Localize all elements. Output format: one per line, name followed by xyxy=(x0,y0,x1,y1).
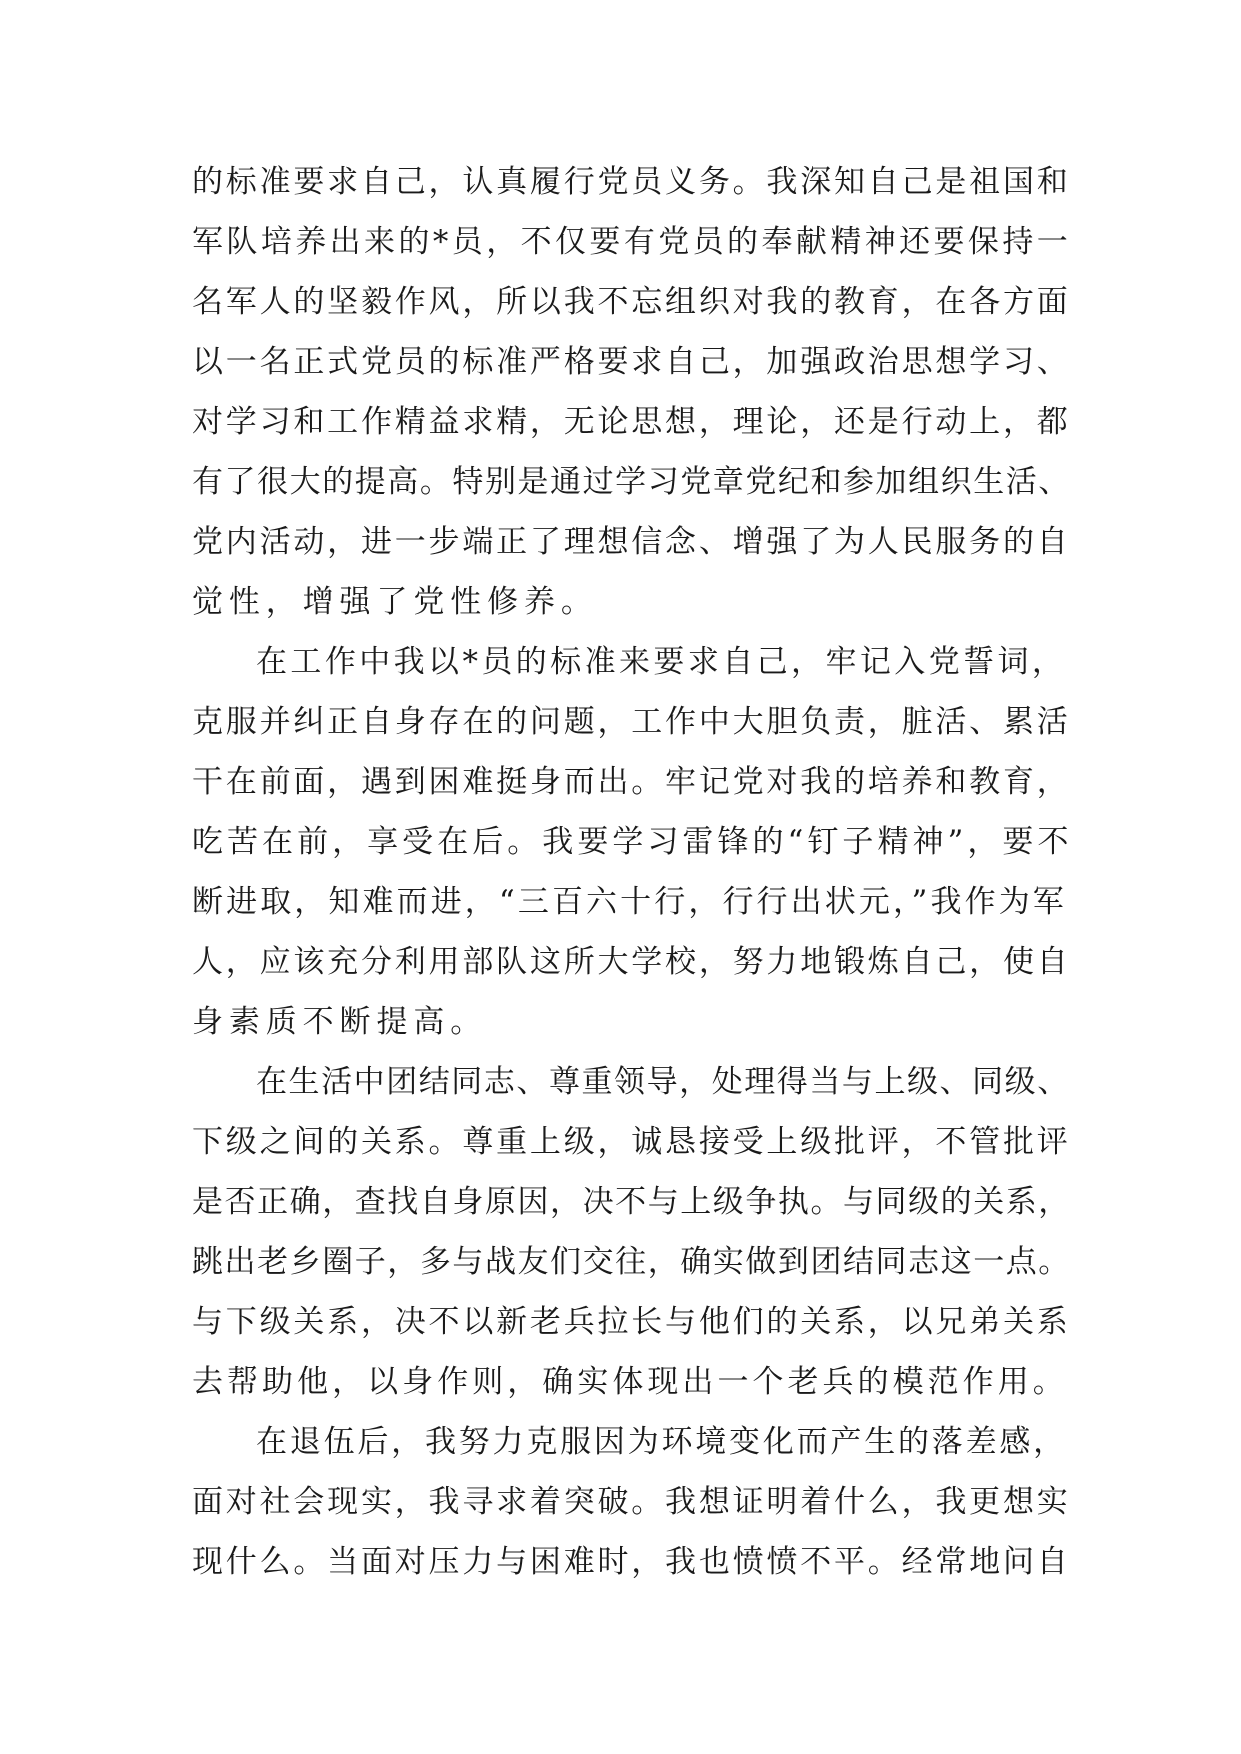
text-line: 下级之间的关系。尊重上级，诚恳接受上级批评，不管批评 xyxy=(192,1124,1071,1160)
text-line: 是否正确，查找自身原因，决不与上级争执。与同级的关系， xyxy=(192,1184,1071,1220)
text-line: 断进取，知难而进，“三百六十行，行行出状元，”我作为军 xyxy=(192,884,1067,920)
paragraph-first-line: 在工作中我以*员的标准来要求自己，牢记入党誓词， xyxy=(256,644,1067,680)
text-line: 觉性，增强了党性修养。 xyxy=(192,584,598,620)
text-line: 吃苦在前，享受在后。我要学习雷锋的“钉子精神”，要不 xyxy=(192,824,1073,860)
text-line: 党内活动，进一步端正了理想信念、增强了为人民服务的自 xyxy=(192,524,1071,560)
text-line: 面对社会现实，我寻求着突破。我想证明着什么，我更想实 xyxy=(192,1484,1071,1520)
text-line: 军队培养出来的*员，不仅要有党员的奉献精神还要保持一 xyxy=(192,224,1072,260)
text-line: 的标准要求自己，认真履行党员义务。我深知自己是祖国和 xyxy=(192,164,1071,200)
text-line: 克服并纠正自身存在的问题，工作中大胆负责，脏活、累活 xyxy=(192,704,1071,740)
paragraph-first-line: 在生活中团结同志、尊重领导，处理得当与上级、同级、 xyxy=(256,1064,1070,1100)
text-line: 干在前面，遇到困难挺身而出。牢记党对我的培养和教育， xyxy=(192,764,1071,800)
text-line: 对学习和工作精益求精，无论思想，理论，还是行动上，都 xyxy=(192,404,1071,440)
text-line: 人，应该充分利用部队这所大学校，努力地锻炼自己，使自 xyxy=(192,944,1071,980)
text-line: 跳出老乡圈子，多与战友们交往，确实做到团结同志这一点。 xyxy=(192,1244,1071,1280)
text-line: 去帮助他，以身作则，确实体现出一个老兵的模范作用。 xyxy=(192,1364,1068,1400)
text-line: 身素质不断提高。 xyxy=(192,1004,488,1040)
text-line: 名军人的坚毅作风，所以我不忘组织对我的教育，在各方面 xyxy=(192,284,1071,320)
text-line: 与下级关系，决不以新老兵拉长与他们的关系，以兄弟关系 xyxy=(192,1304,1071,1340)
body-text xyxy=(192,152,1072,1592)
text-line: 现什么。当面对压力与困难时，我也愤愤不平。经常地问自 xyxy=(192,1544,1071,1580)
text-line: 有了很大的提高。特别是通过学习党章党纪和参加组织生活、 xyxy=(192,464,1071,500)
text-line: 以一名正式党员的标准严格要求自己，加强政治思想学习、 xyxy=(192,344,1071,380)
paragraph-first-line: 在退伍后，我努力克服因为环境变化而产生的落差感， xyxy=(256,1424,1067,1460)
